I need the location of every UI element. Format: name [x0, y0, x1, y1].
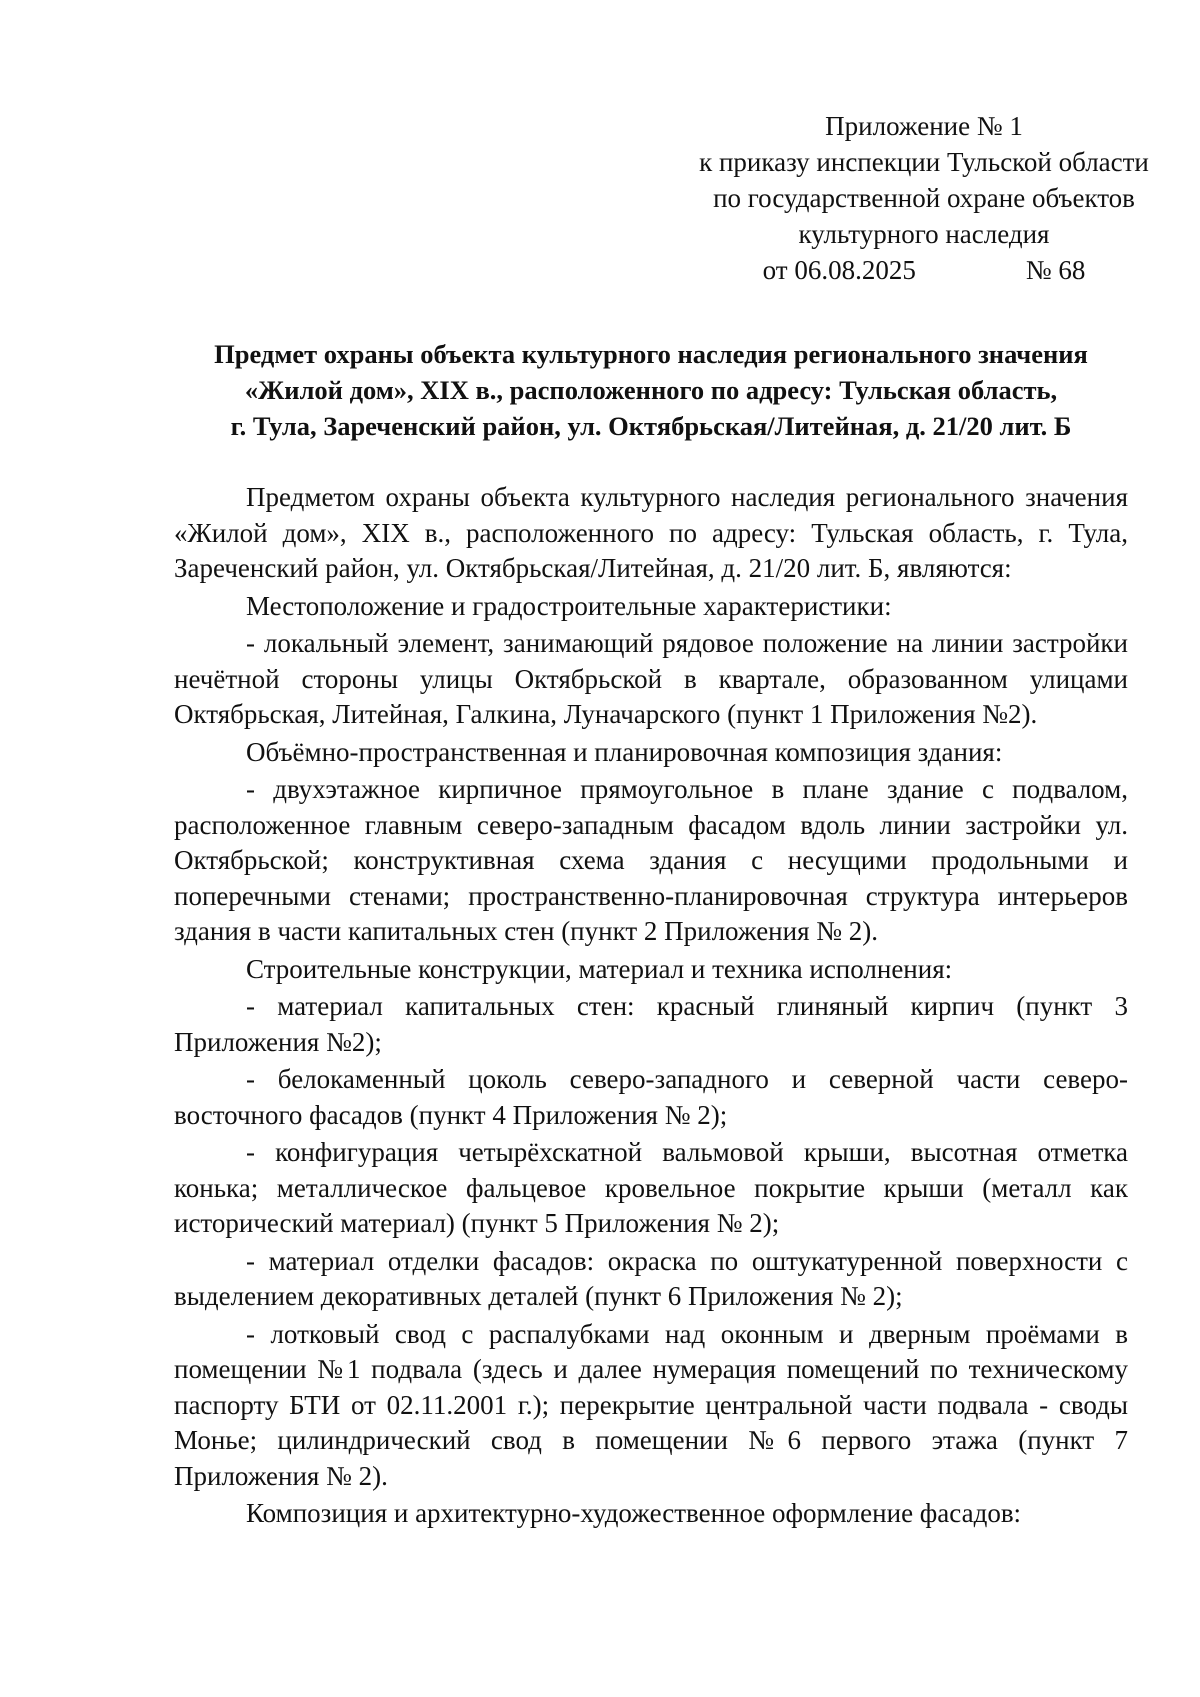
document-body	[174, 480, 1128, 1532]
appendix-line-1: Приложение № 1	[825, 111, 1023, 141]
order-date: от 06.08.2025	[762, 255, 916, 285]
appendix-line-3: по государственной охране объектов	[713, 183, 1135, 213]
order-number: № 68	[1025, 255, 1086, 285]
paragraph-roof-item: - конфигурация четырёхскатной вальмовой крыши, высотная отметка конька; металлическое фальцевое кровельное покрытие крыши (металл как исторический материал) (пункт 5 Приложения № 2);	[174, 1137, 1128, 1238]
section-heading-facades: Композиция и архитектурно-художественное оформление фасадов:	[246, 1498, 1022, 1528]
title-line-1: Предмет охраны объекта культурного наследия регионального значения	[214, 339, 1088, 369]
title-line-3: г. Тула, Зареченский район, ул. Октябрьская/Литейная, д. 21/20 лит. Б	[230, 411, 1072, 441]
appendix-line-2: к приказу инспекции Тульской области	[699, 147, 1149, 177]
appendix-line-4: культурного наследия	[798, 219, 1050, 249]
paragraph-intro: Предметом охраны объекта культурного наследия регионального значения «Жилой дом», XIX в., расположенного по адресу: Тульская область, г. Тула, Зареченский район, ул. Октябрьская/Литейная, д. 21/20 лит. Б, являются:	[174, 482, 1128, 583]
appendix-date-line	[614, 252, 1200, 288]
section-heading-location: Местоположение и градостроительные характеристики:	[246, 590, 892, 621]
paragraph-facade-finish-item: - материал отделки фасадов: окраска по оштукатуренной поверхности с выделением декоративных деталей (пункт 6 Приложения № 2);	[174, 1245, 1128, 1311]
appendix-header	[614, 108, 1200, 288]
section-heading-composition: Объёмно-пространственная и планировочная композиция здания:	[246, 736, 1003, 767]
document-title	[174, 336, 1128, 444]
paragraph-composition-item: - двухэтажное кирпичное прямоугольное в плане здание с подвалом, расположенное главным северо-западным фасадом вдоль линии застройки ул. Октябрьской; конструктивная схема здания с несущими продольными и поперечными стенами; пространственно-планировочная структура интерьеров здания в части капитальных стен (пункт 2 Приложения № 2).	[174, 774, 1128, 946]
paragraph-plinth-item: - белокаменный цоколь северо-западного и северной части северо-восточного фасадов (пункт 4 Приложения № 2);	[174, 1064, 1128, 1130]
paragraph-vaults-item: - лотковый свод с распалубками над оконным и дверным проёмами в помещении №1 подвала (здесь и далее нумерация помещений по техническому паспорту БТИ от 02.11.2001 г.); перекрытие центральной части подвала - своды Монье; цилиндрический свод в помещении №6 первого этажа (пункт 7 Приложения № 2).	[174, 1318, 1128, 1491]
paragraph-location-item: - локальный элемент, занимающий рядовое положение на линии застройки нечётной стороны улицы Октябрьской в квартале, образованном улицами Октябрьская, Литейная, Галкина, Луначарского (пункт 1 Приложения №2).	[174, 628, 1128, 729]
paragraph-walls-item: - материал капитальных стен: красный глиняный кирпич (пункт 3 Приложения №2);	[174, 991, 1128, 1057]
section-heading-construction: Строительные конструкции, материал и техника исполнения:	[246, 953, 953, 984]
title-line-2: «Жилой дом», XIX в., расположенного по адресу: Тульская область,	[244, 375, 1058, 405]
